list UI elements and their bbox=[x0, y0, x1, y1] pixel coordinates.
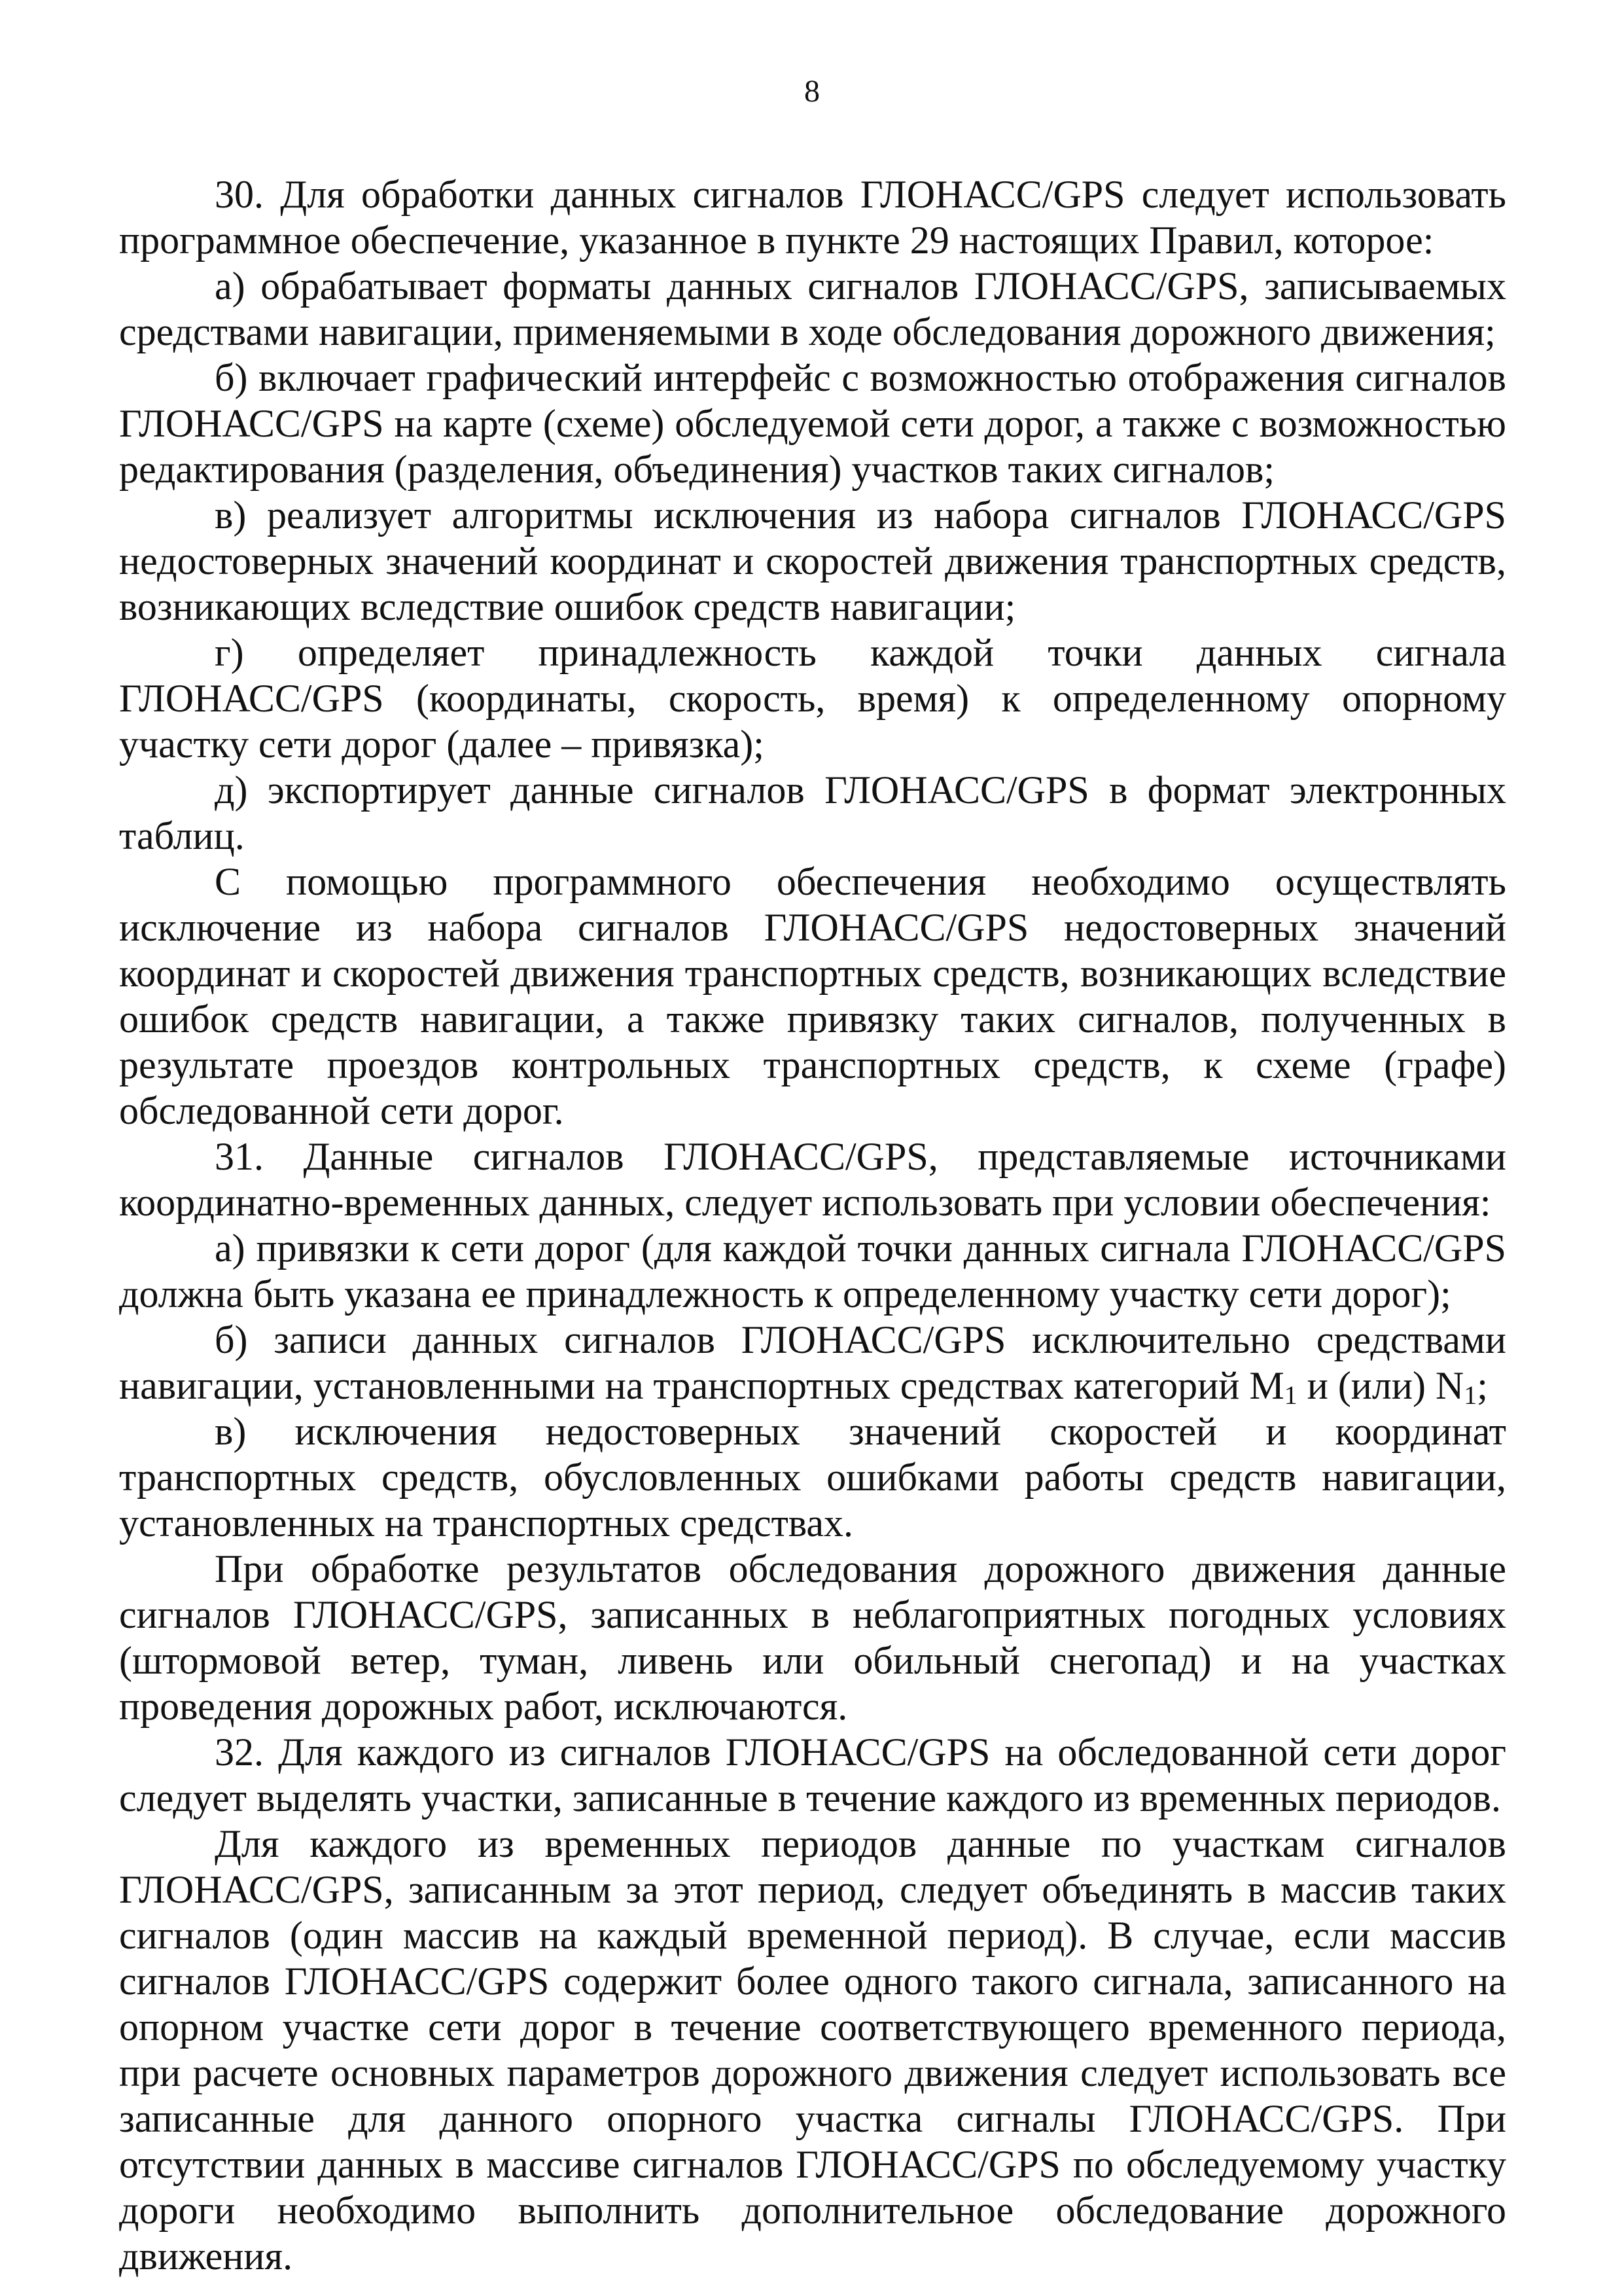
paragraph-31-b-text-after: ; bbox=[1477, 1364, 1488, 1407]
category-n-subscript: 1 bbox=[1464, 1380, 1477, 1410]
paragraph-31-b-text-before: б) записи данных сигналов ГЛОНАСС/GPS исключительно средствами навигации, установленными на транспортных средствах категорий M bbox=[119, 1318, 1506, 1407]
category-m-subscript: 1 bbox=[1284, 1380, 1297, 1410]
paragraph-32-arrays: Для каждого из временных периодов данные по участкам сигналов ГЛОНАСС/GPS, записанным за этот период, следует объединять в массив таких сигналов (один массив на каждый временной период). В случае, если массив сигналов ГЛОНАСС/GPS содержит более одного такого сигнала, записанного на опорном участке сети дорог в течение соответствующего временного периода, при расчете основных параметров дорожного движения следует использовать все записанные для данного опорного участка сигналы ГЛОНАСС/GPS. При отсутствии данных в массиве сигналов ГЛОНАСС/GPS по обследуемому участку дороги необходимо выполнить дополнительное обследование дорожного движения. bbox=[119, 1822, 1506, 2278]
paragraph-30-a: а) обрабатывает форматы данных сигналов ГЛОНАСС/GPS, записываемых средствами навигации, применяемыми в ходе обследования дорожного движения; bbox=[119, 264, 1506, 353]
paragraph-30-g: г) определяет принадлежность каждой точки данных сигнала ГЛОНАСС/GPS (координаты, скорость, время) к определенному опорному участку сети дорог (далее – привязка); bbox=[119, 631, 1506, 766]
page-number: 8 bbox=[804, 74, 820, 109]
paragraph-30-software-note: С помощью программного обеспечения необходимо осуществлять исключение из набора сигналов ГЛОНАСС/GPS недостоверных значений координат и скоростей движения транспортных средств, возникающих вследствие ошибок средств навигации, а также привязку таких сигналов, полученных в результате проездов контрольных транспортных средств, к схеме (графе) обследованной сети дорог. bbox=[119, 860, 1506, 1132]
paragraph-32-intro: 32. Для каждого из сигналов ГЛОНАСС/GPS на обследованной сети дорог следует выделять участки, записанные в течение каждого из временных периодов. bbox=[119, 1731, 1506, 1820]
paragraph-31-intro: 31. Данные сигналов ГЛОНАСС/GPS, представляемые источниками координатно-временных данных, следует использовать при условии обеспечения: bbox=[119, 1135, 1506, 1224]
paragraph-31-a: а) привязки к сети дорог (для каждой точки данных сигнала ГЛОНАСС/GPS должна быть указана ее принадлежность к определенному участку сети дорог); bbox=[119, 1227, 1506, 1316]
paragraph-31-b bbox=[119, 1317, 1506, 1408]
paragraph-31-weather-note: При обработке результатов обследования дорожного движения данные сигналов ГЛОНАСС/GPS, записанных в неблагоприятных погодных условиях (штормовой ветер, туман, ливень или обильный снегопад) и на участках проведения дорожных работ, исключаются. bbox=[119, 1547, 1506, 1728]
paragraph-30-v: в) реализует алгоритмы исключения из набора сигналов ГЛОНАСС/GPS недостоверных значений координат и скоростей движения транспортных средств, возникающих вследствие ошибок средств навигации; bbox=[119, 493, 1506, 628]
paragraph-30-b: б) включает графический интерфейс с возможностью отображения сигналов ГЛОНАСС/GPS на карте (схеме) обследуемой сети дорог, а также с возможностью редактирования (разделения, объединения) участков таких сигналов; bbox=[119, 356, 1506, 491]
paragraph-31-b-text-middle: и (или) N bbox=[1297, 1364, 1464, 1407]
paragraph-30-d: д) экспортирует данные сигналов ГЛОНАСС/GPS в формат электронных таблиц. bbox=[119, 768, 1506, 857]
document-body bbox=[119, 171, 1506, 2279]
paragraph-30-intro: 30. Для обработки данных сигналов ГЛОНАСС/GPS следует использовать программное обеспечение, указанное в пункте 29 настоящих Правил, которое: bbox=[119, 173, 1506, 262]
paragraph-31-v: в) исключения недостоверных значений скоростей и координат транспортных средств, обусловленных ошибками работы средств навигации, установленных на транспортных средствах. bbox=[119, 1410, 1506, 1545]
